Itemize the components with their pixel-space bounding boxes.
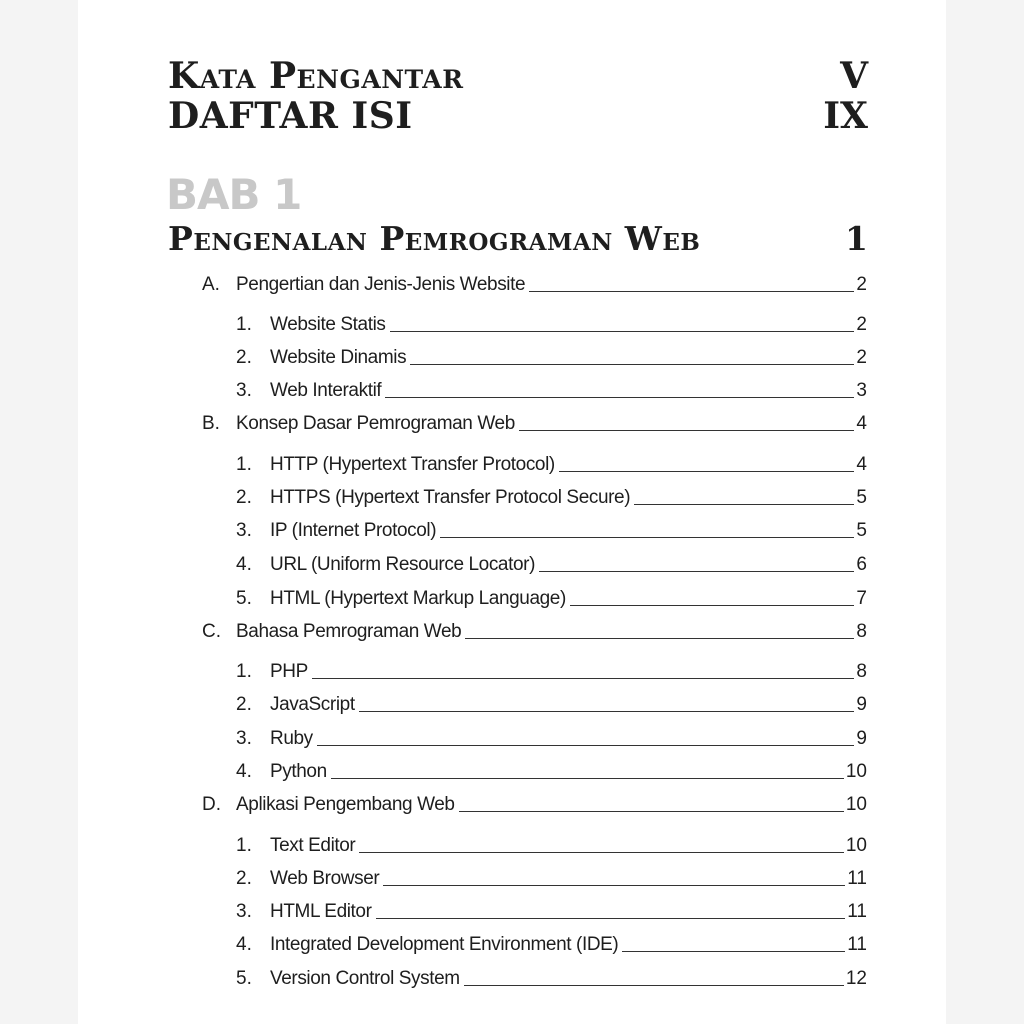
toc-marker: 4. bbox=[236, 934, 252, 955]
toc-leader bbox=[359, 852, 844, 853]
toc-title: Ruby bbox=[270, 728, 313, 749]
toc-leader bbox=[359, 711, 855, 712]
toc-subsection-row[interactable] bbox=[236, 831, 867, 857]
toc-leader bbox=[465, 638, 854, 639]
toc-subsection-row[interactable] bbox=[236, 584, 867, 610]
toc-subsection-row[interactable] bbox=[236, 483, 867, 509]
toc-title: JavaScript bbox=[270, 694, 355, 715]
toc-section-row[interactable] bbox=[202, 270, 867, 296]
toc-leader bbox=[464, 985, 844, 986]
toc-marker: 1. bbox=[236, 314, 252, 335]
toc-marker: 2. bbox=[236, 347, 252, 368]
toc-title: Version Control System bbox=[270, 968, 460, 989]
toc-title: IP (Internet Protocol) bbox=[270, 520, 437, 541]
toc-marker: 5. bbox=[236, 968, 252, 989]
front-page-number: IX bbox=[823, 95, 868, 137]
toc-leader bbox=[539, 571, 854, 572]
toc-marker: D. bbox=[202, 794, 221, 815]
toc-leader bbox=[440, 537, 854, 538]
toc-title: Web Interaktif bbox=[270, 380, 382, 401]
toc-page-number: 10 bbox=[845, 761, 867, 782]
toc-leader bbox=[410, 364, 854, 365]
toc-marker: 3. bbox=[236, 380, 252, 401]
toc-leader bbox=[383, 885, 845, 886]
toc-page-number: 10 bbox=[845, 835, 867, 856]
toc-page-number: 11 bbox=[847, 901, 867, 922]
toc-leader bbox=[385, 397, 854, 398]
toc-page-number: 10 bbox=[845, 794, 867, 815]
toc-title: Website Dinamis bbox=[270, 347, 407, 368]
toc-leader bbox=[459, 811, 844, 812]
toc-leader bbox=[622, 951, 845, 952]
toc-page-number: 12 bbox=[845, 968, 867, 989]
chapter-title: Pengenalan Pemrograman Web bbox=[168, 219, 701, 258]
toc-title: HTML (Hypertext Markup Language) bbox=[270, 588, 566, 609]
toc-page-number: 5 bbox=[856, 520, 867, 541]
toc-subsection-row[interactable] bbox=[236, 450, 867, 476]
toc-leader bbox=[390, 331, 855, 332]
toc-page-number: 2 bbox=[856, 347, 867, 368]
toc-marker: A. bbox=[202, 274, 220, 295]
toc-subsection-row[interactable] bbox=[236, 897, 867, 923]
toc-leader bbox=[317, 745, 855, 746]
toc-subsection-row[interactable] bbox=[236, 376, 867, 402]
toc-page-number: 4 bbox=[856, 413, 867, 434]
toc-title: Aplikasi Pengembang Web bbox=[236, 794, 455, 815]
front-page-number: V bbox=[840, 55, 868, 97]
toc-page-number: 3 bbox=[856, 380, 867, 401]
toc-leader bbox=[529, 291, 854, 292]
toc-marker: 2. bbox=[236, 868, 252, 889]
toc-page-number: 6 bbox=[856, 554, 867, 575]
toc-subsection-row[interactable] bbox=[236, 930, 867, 956]
toc-marker: 1. bbox=[236, 835, 252, 856]
toc-leader bbox=[312, 678, 855, 679]
toc-subsection-row[interactable] bbox=[236, 343, 867, 369]
toc-leader bbox=[331, 778, 844, 779]
toc-leader bbox=[559, 471, 855, 472]
toc-title: Text Editor bbox=[270, 835, 356, 856]
toc-subsection-row[interactable] bbox=[236, 516, 867, 542]
toc-marker: 1. bbox=[236, 454, 252, 475]
chapter-number-label: BAB 1 bbox=[166, 170, 302, 219]
toc-section-row[interactable] bbox=[202, 617, 867, 643]
toc-subsection-row[interactable] bbox=[236, 724, 867, 750]
toc-section-row[interactable] bbox=[202, 790, 867, 816]
toc-title: HTTPS (Hypertext Transfer Protocol Secure) bbox=[270, 487, 631, 508]
toc-page-number: 9 bbox=[856, 694, 867, 715]
toc-page-number: 2 bbox=[856, 274, 867, 295]
toc-title: Web Browser bbox=[270, 868, 380, 889]
front-label: DAFTAR ISI bbox=[168, 95, 413, 137]
toc-marker: C. bbox=[202, 621, 221, 642]
toc-title: Konsep Dasar Pemrograman Web bbox=[236, 413, 515, 434]
toc-marker: 1. bbox=[236, 661, 252, 682]
toc-title: HTTP (Hypertext Transfer Protocol) bbox=[270, 454, 555, 475]
toc-subsection-row[interactable] bbox=[236, 757, 867, 783]
toc-leader bbox=[376, 918, 846, 919]
toc-leader bbox=[570, 605, 855, 606]
toc-marker: 5. bbox=[236, 588, 252, 609]
toc-page-number: 7 bbox=[856, 588, 867, 609]
toc-title: Integrated Development Environment (IDE) bbox=[270, 934, 619, 955]
toc-subsection-row[interactable] bbox=[236, 310, 867, 336]
front-label: Kata Pengantar bbox=[168, 55, 464, 97]
toc-marker: 2. bbox=[236, 487, 252, 508]
toc-page-number: 2 bbox=[856, 314, 867, 335]
toc-page-number: 8 bbox=[856, 621, 867, 642]
toc-subsection-row[interactable] bbox=[236, 657, 867, 683]
toc-page-number: 8 bbox=[856, 661, 867, 682]
toc-marker: 3. bbox=[236, 520, 252, 541]
chapter-page-number: 1 bbox=[845, 219, 868, 258]
toc-title: Website Statis bbox=[270, 314, 386, 335]
toc-page-number: 4 bbox=[856, 454, 867, 475]
toc-title: URL (Uniform Resource Locator) bbox=[270, 554, 535, 575]
toc-page-number: 5 bbox=[856, 487, 867, 508]
toc-title: Pengertian dan Jenis-Jenis Website bbox=[236, 274, 526, 295]
toc-marker: 2. bbox=[236, 694, 252, 715]
toc-leader bbox=[519, 430, 855, 431]
toc-section-row[interactable] bbox=[202, 409, 867, 435]
toc-page-number: 11 bbox=[847, 934, 867, 955]
toc-marker: B. bbox=[202, 413, 220, 434]
toc-subsection-row[interactable] bbox=[236, 964, 867, 990]
toc-title: HTML Editor bbox=[270, 901, 372, 922]
toc-title: Bahasa Pemrograman Web bbox=[236, 621, 462, 642]
toc-marker: 4. bbox=[236, 761, 252, 782]
toc-marker: 3. bbox=[236, 728, 252, 749]
toc-leader bbox=[634, 504, 854, 505]
toc-title: Python bbox=[270, 761, 327, 782]
toc-page-number: 9 bbox=[856, 728, 867, 749]
toc-subsection-row[interactable] bbox=[236, 550, 867, 576]
toc-subsection-row[interactable] bbox=[236, 690, 867, 716]
toc-marker: 3. bbox=[236, 901, 252, 922]
toc-marker: 4. bbox=[236, 554, 252, 575]
toc-page-number: 11 bbox=[847, 868, 867, 889]
toc-subsection-row[interactable] bbox=[236, 864, 867, 890]
toc-title: PHP bbox=[270, 661, 308, 682]
